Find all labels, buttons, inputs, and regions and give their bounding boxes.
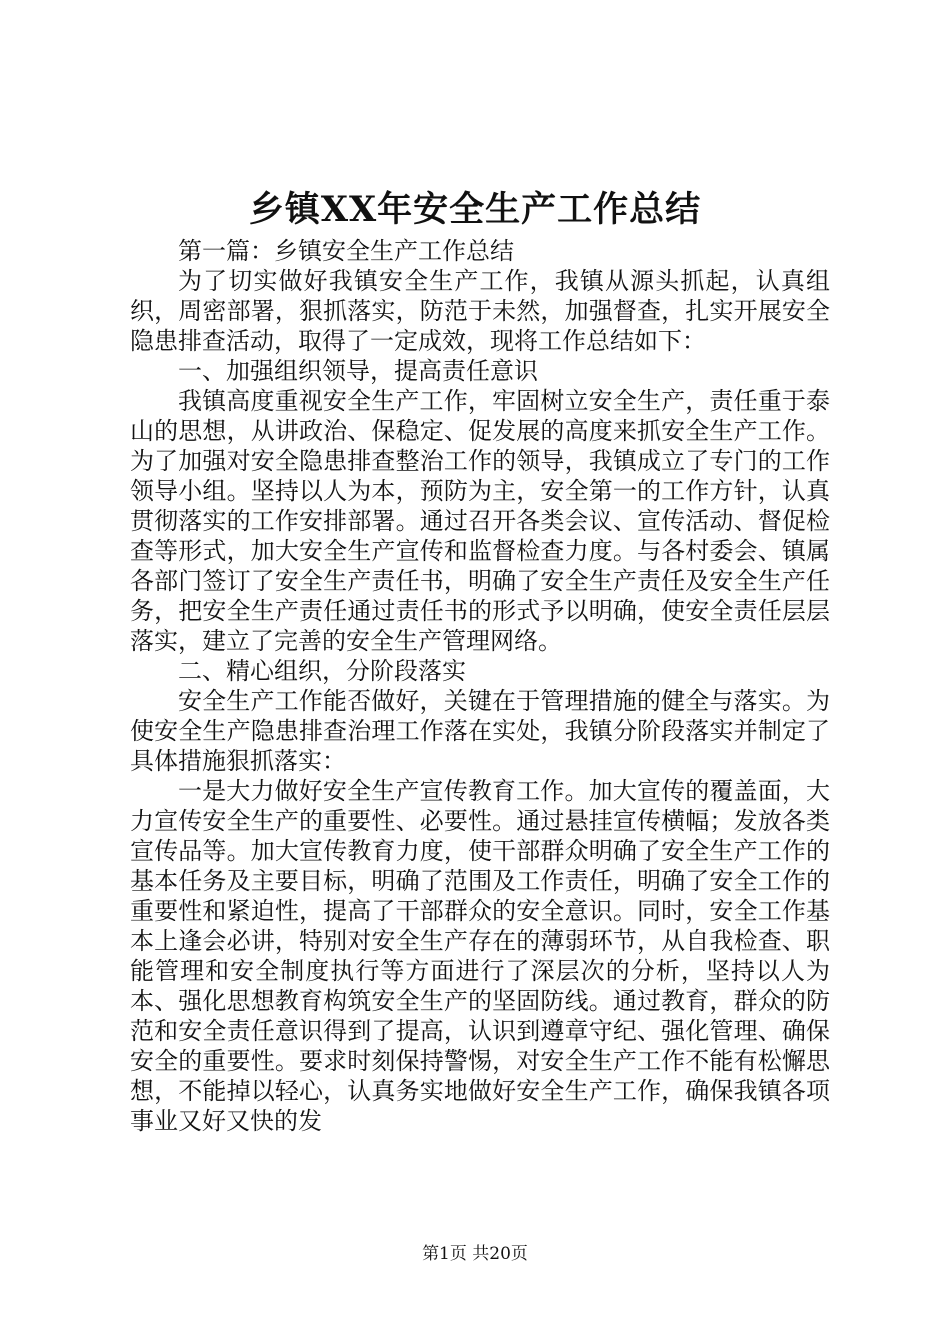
body-paragraph-leadership: 我镇高度重视安全生产工作，牢固树立安全生产，责任重于泰山的思想，从讲政治、保稳定、促发展的高度来抓安全生产工作。为了加强对安全隐患排查整治工作的领导，我镇成立了专门的工作领导小组。坚持以人为本，预防为主，安全第一的工作方针，认真贯彻落实的工作安排部署。通过召开各类会议、宣传活动、督促检查等形式，加大安全生产宣传和监督检查力度。与各村委会、镇属各部门签订了安全生产责任书，明确了安全生产责任及安全生产任务，把安全生产责任通过责任书的形式予以明确，使安全责任层层落实，建立了完善的安全生产管理网络。 [130,387,830,655]
section-heading-one: 一、加强组织领导，提高责任意识 [178,357,538,385]
body-paragraph-measures: 安全生产工作能否做好，关键在于管理措施的健全与落实。为使安全生产隐患排查治理工作落在实处，我镇分阶段落实并制定了具体措施狠抓落实： [130,687,830,775]
section-heading-part-one: 第一篇：乡镇安全生产工作总结 [178,237,514,265]
body-paragraph-publicity: 一是大力做好安全生产宣传教育工作。加大宣传的覆盖面，大力宣传安全生产的重要性、必要性。通过悬挂宣传横幅；发放各类宣传品等。加大宣传教育力度，使干部群众明确了安全生产工作的基本任务及主要目标，明确了范围及工作责任，明确了安全工作的重要性和紧迫性，提高了干部群众的安全意识。同时，安全工作基本上逢会必讲，特别对安全生产存在的薄弱环节，从自我检查、职能管理和安全制度执行等方面进行了深层次的分析，坚持以人为本、强化思想教育构筑安全生产的坚固防线。通过教育，群众的防范和安全责任意识得到了提高，认识到遵章守纪、强化管理、确保安全的重要性。要求时刻保持警惕，对安全生产工作不能有松懈思想，不能掉以轻心，认真务实地做好安全生产工作，确保我镇各项事业又好又快的发 [130,777,830,1135]
section-heading-two: 二、精心组织，分阶段落实 [178,657,466,685]
document-body [130,236,830,1136]
document-title: 乡镇XX年安全生产工作总结 [248,189,702,230]
page-footer: 第1页 共20页 [422,1244,528,1264]
body-paragraph-intro: 为了切实做好我镇安全生产工作，我镇从源头抓起，认真组织，周密部署，狠抓落实，防范于未然，加强督查，扎实开展安全隐患排查活动，取得了一定成效，现将工作总结如下： [130,267,830,355]
